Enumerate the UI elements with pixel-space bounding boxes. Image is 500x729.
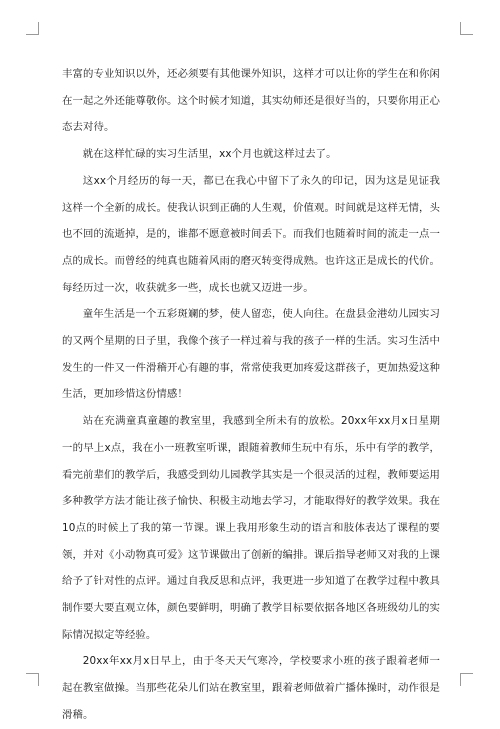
crop-mark-bottom-right bbox=[460, 673, 473, 686]
paragraph-continued: 丰富的专业知识以外，还必须要有其他课外知识，这样才可以让你的学生在和你闲在一起之外还能尊敬你。这个时候才知道，其实幼师还是很好当的，只要你用正心态去对待。 bbox=[62, 68, 440, 134]
paragraph-time-passed: 就在这样忙碌的实习生活里，xx个月也就这样过去了。 bbox=[82, 148, 337, 161]
document-body bbox=[62, 61, 440, 729]
paragraph-classroom: 站在充满童真童趣的教室里，我感到全所未有的放松。20xx年xx月x日星期一的早上x点，我在小一班教室听课，跟随着教师生玩中有乐，乐中有学的教学，看完前辈们的教学后，我感受到幼儿园教学其实是一个很灵活的过程，教师要运用多种教学方法才能让孩子愉快、积极主动地去学习，才能取得好的教学效果。我在10点的时候上了我的第一节课。课上我用形象生动的语言和肢体表达了课程的要领，并对《小动物真可爱》这节课做出了创新的编排。课后指导老师又对我的上课给予了针对性的点评。通过自我反思和点评，我更进一步知道了在教学过程中教具制作要大要直观立体，颜色要鲜明，明确了教学目标要依据各地区各班级幼儿的实际情况拟定等经验。 bbox=[62, 415, 440, 641]
crop-mark-bottom-left bbox=[26, 673, 39, 686]
crop-mark-top-right bbox=[460, 22, 473, 35]
paragraph-childhood: 童年生活是一个五彩斑斓的梦，使人留恋，使人向往。在盘县金港幼儿园实习的又两个星期的日子里，我像个孩子一样过着与我的孩子一样的生活。实习生活中发生的一件又一件滑稽开心有趣的事，常常使我更加疼爱这群孩子，更加热爱这种生活，更加珍惜这份情感！ bbox=[62, 308, 440, 401]
paragraph-growth: 这xx个月经历的每一天，都已在我心中留下了永久的印记，因为这是见证我这样一个全新的成长。使我认识到正确的人生观，价值观。时间就是这样无情，头也不回的流逝掉，是的，谁都不愿意被时间丢下。而我们也随着时间的流走一点一点的成长。而曾经的纯真也随着风雨的磨灭转变得成熟。也许这正是成长的代价。每经历过一次，收获就多一些，成长也就又迈进一步。 bbox=[62, 174, 440, 294]
paragraph-morning-exercise: 20xx年xx月x日早上，由于冬天天气寒冷，学校要求小班的孩子跟着老师一起在教室做操。当那些花朵儿们站在教室里，跟着老师做着广播体操时，动作很是滑稽。 bbox=[62, 655, 440, 721]
crop-mark-top-left bbox=[26, 22, 39, 35]
